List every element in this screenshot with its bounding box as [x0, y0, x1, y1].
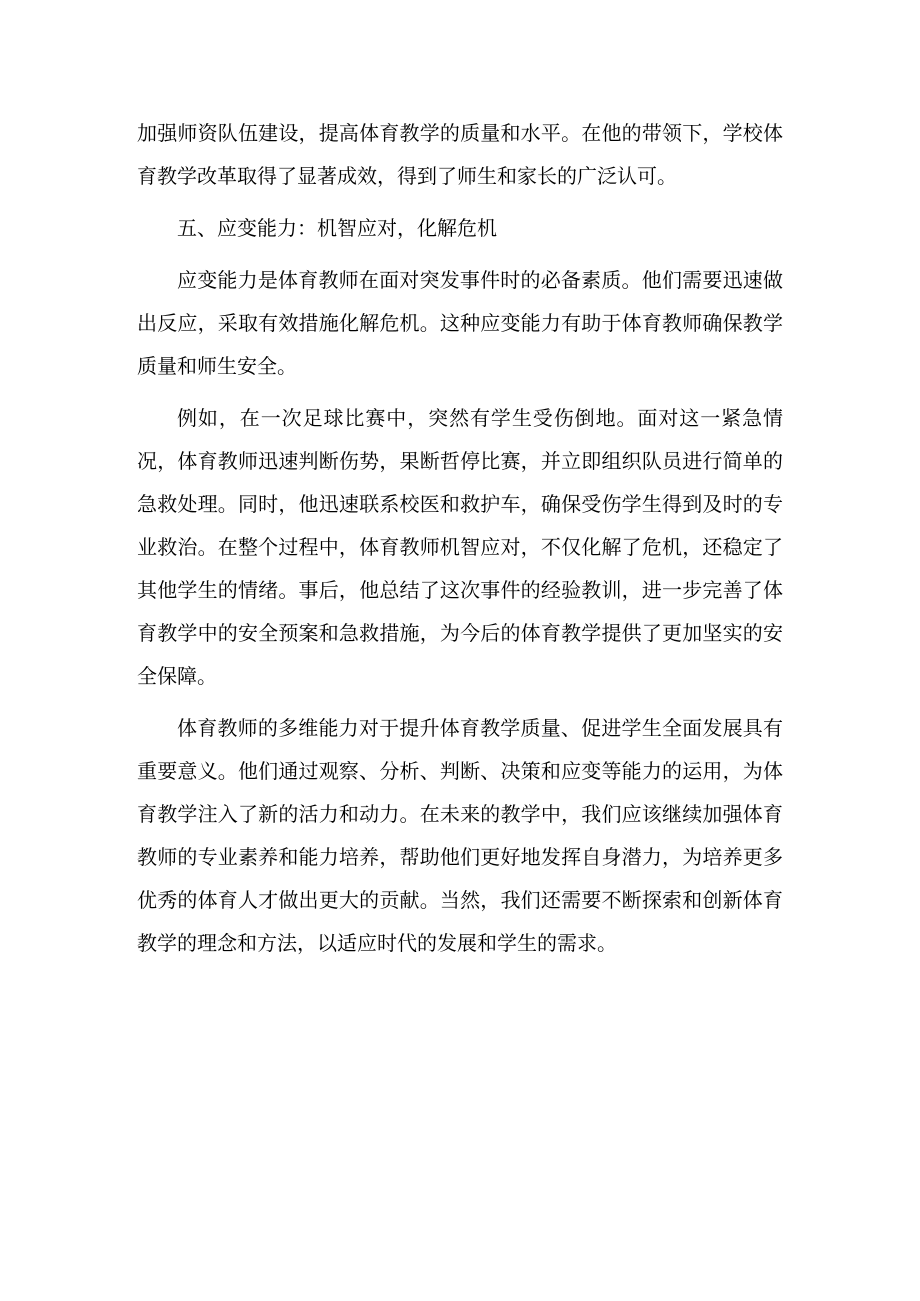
document-body — [137, 112, 783, 974]
paragraph-adaptability-intro: 应变能力是体育教师在面对突发事件时的必备素质。他们需要迅速做出反应，采取有效措施化解危机。这种应变能力有助于体育教师确保教学质量和师生安全。 — [137, 268, 783, 378]
paragraph-conclusion: 体育教师的多维能力对于提升体育教学质量、促进学生全面发展具有重要意义。他们通过观察、分析、判断、决策和应变等能力的运用，为体育教学注入了新的活力和动力。在未来的教学中，我们应该继续加强体育教师的专业素养和能力培养，帮助他们更好地发挥自身潜力，为培养更多优秀的体育人才做出更大的贡献。当然，我们还需要不断探索和创新体育教学的理念和方法，以适应时代的发展和学生的需求。 — [137, 716, 783, 955]
paragraph-football-example: 例如，在一次足球比赛中，突然有学生受伤倒地。面对这一紧急情况，体育教师迅速判断伤势，果断哲停比赛，并立即组织队员进行简单的急救处理。同时，他迅速联系校医和救护车，确保受伤学生得到及时的专业救治。在整个过程中，体育教师机智应对，不仅化解了危机，还稳定了其他学生的情绪。事后，他总结了这次事件的经验教训，进一步完善了体育教学中的安全预案和急救措施，为今后的体育教学提供了更加坚实的安全保障。 — [137, 406, 783, 688]
paragraph-continuation: 加强师资队伍建设，提高体育教学的质量和水平。在他的带领下，学校体育教学改革取得了显著成效，得到了师生和家长的广泛认可。 — [137, 121, 783, 188]
section-heading: 五、应变能力：机智应对，化解危机 — [177, 216, 497, 240]
